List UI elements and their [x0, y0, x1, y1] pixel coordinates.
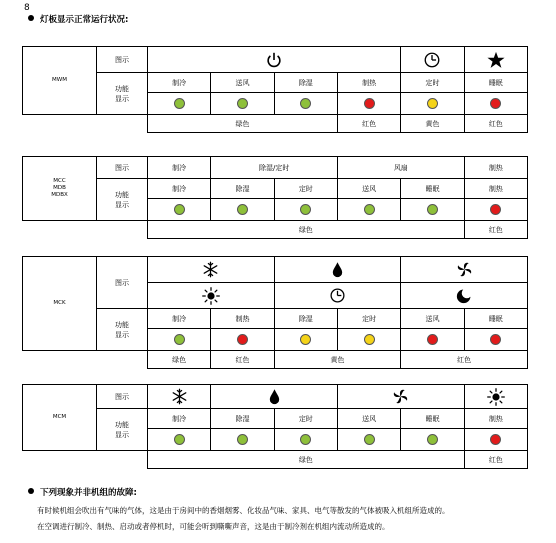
lamp-cell [337, 329, 400, 351]
lamp-cell [337, 429, 400, 451]
function-name: 制热 [337, 73, 400, 93]
function-name: 除湿 [274, 309, 337, 329]
lamp-cell [401, 199, 464, 221]
icon-cell [464, 47, 527, 73]
function-name: 送风 [401, 309, 464, 329]
function-label [97, 409, 148, 451]
icon-label: 图示 [97, 47, 148, 73]
header-cell: 风扇 [337, 157, 464, 179]
page-number: 8 [24, 3, 30, 13]
model-cell [23, 157, 97, 221]
icon-cell [274, 283, 401, 309]
lamp-color-label: 绿色 [148, 351, 211, 369]
section-title-text: 灯板显示正常运行状况: [40, 15, 129, 25]
function-name: 定时 [274, 409, 337, 429]
indicator-lamp [427, 204, 438, 215]
indicator-lamp [490, 98, 501, 109]
header-cell: 制冷 [148, 157, 211, 179]
function-label-text: 功能显示 [115, 84, 129, 103]
function-name: 送风 [337, 179, 400, 199]
snowflake-icon [202, 261, 219, 278]
lamp-cell [148, 329, 211, 351]
clock-icon [423, 51, 441, 69]
function-label-text: 功能显示 [115, 320, 129, 339]
icon-cell [148, 47, 401, 73]
function-name: 制冷 [148, 73, 211, 93]
indicator-lamp [490, 434, 501, 445]
icon-cell [401, 283, 528, 309]
lamp-color-label: 红色 [337, 115, 400, 133]
fan-icon [456, 261, 473, 278]
lamp-color-label: 红色 [464, 115, 527, 133]
indicator-lamp [427, 434, 438, 445]
indicator-lamp [490, 204, 501, 215]
lamp-cell [148, 93, 211, 115]
lamp-cell [401, 329, 464, 351]
lamp-cell [148, 199, 211, 221]
indicator-lamp [364, 98, 375, 109]
indicator-lamp [364, 434, 375, 445]
indicator-lamp [174, 434, 185, 445]
lamp-cell [274, 429, 337, 451]
lamp-color-label: 黄色 [274, 351, 401, 369]
lamp-cell [211, 429, 274, 451]
lamp-cell [401, 93, 464, 115]
section-title-not-faults [28, 486, 137, 498]
clock-icon [329, 287, 346, 304]
indicator-lamp [300, 334, 311, 345]
function-name: 除湿 [274, 73, 337, 93]
function-label [97, 309, 148, 351]
model-cell: MCK [23, 257, 97, 351]
lamp-cell [337, 93, 400, 115]
function-name: 除湿 [211, 409, 274, 429]
function-name: 制冷 [148, 409, 211, 429]
status-table-mcc-mdb-mdbx [22, 156, 528, 239]
function-name: 制热 [211, 309, 274, 329]
lamp-cell [148, 429, 211, 451]
lamp-color-label: 红色 [211, 351, 274, 369]
lamp-cell [211, 93, 274, 115]
function-name: 定时 [337, 309, 400, 329]
lamp-cell [274, 93, 337, 115]
bullet-icon [28, 15, 34, 21]
function-name: 送风 [211, 73, 274, 93]
indicator-lamp [237, 204, 248, 215]
indicator-lamp [237, 98, 248, 109]
lamp-cell [274, 199, 337, 221]
lamp-color-label: 绿色 [148, 115, 338, 133]
model-cell: MWM [23, 47, 97, 115]
function-label [97, 179, 148, 221]
function-label [97, 73, 148, 115]
function-name: 定时 [274, 179, 337, 199]
lamp-cell [337, 199, 400, 221]
function-name: 制冷 [148, 309, 211, 329]
icon-label: 图示 [97, 157, 148, 179]
lamp-color-label: 绿色 [148, 451, 465, 469]
icon-cell [274, 257, 401, 283]
lamp-cell [464, 199, 527, 221]
icon-label: 图示 [97, 385, 148, 409]
icon-cell [148, 283, 275, 309]
icon-cell [211, 385, 338, 409]
function-name: 睡眠 [464, 309, 527, 329]
indicator-lamp [427, 98, 438, 109]
model-cell: MCM [23, 385, 97, 451]
lamp-cell [401, 429, 464, 451]
model-name: MCC [53, 178, 66, 184]
section-title-normal-status [28, 13, 128, 25]
indicator-lamp [174, 98, 185, 109]
indicator-lamp [237, 334, 248, 345]
lamp-cell [274, 329, 337, 351]
function-name: 睡眠 [401, 409, 464, 429]
function-label-text: 功能显示 [115, 190, 129, 209]
status-table-mcm [22, 384, 528, 469]
icon-cell [148, 257, 275, 283]
header-cell: 制热 [464, 157, 527, 179]
function-name: 定时 [401, 73, 464, 93]
lamp-color-label: 红色 [401, 351, 528, 369]
function-label-text: 功能显示 [115, 420, 129, 439]
icon-cell [148, 385, 211, 409]
indicator-lamp [174, 334, 185, 345]
icon-label: 图示 [97, 257, 148, 309]
sun-icon [487, 388, 505, 406]
snowflake-icon [171, 388, 188, 405]
power-icon [265, 51, 283, 69]
star-icon [487, 51, 505, 69]
lamp-cell [464, 93, 527, 115]
header-cell: 除湿/定时 [211, 157, 338, 179]
indicator-lamp [427, 334, 438, 345]
icon-cell [464, 385, 527, 409]
paragraph-hiss: 在空调进行制冷、制热、启动或者停机时，可能会听到嘶嘶声音，这是由于制冷剂在机组内流动所造成的。 [37, 522, 390, 531]
bullet-icon [28, 488, 34, 494]
lamp-cell [211, 329, 274, 351]
indicator-lamp [364, 334, 375, 345]
fan-icon [392, 388, 409, 405]
icon-cell [337, 385, 464, 409]
indicator-lamp [300, 98, 311, 109]
function-name: 制热 [464, 409, 527, 429]
water-drop-icon [266, 388, 283, 405]
icon-cell [401, 47, 464, 73]
sun-icon [202, 287, 220, 305]
lamp-color-label: 绿色 [148, 221, 465, 239]
lamp-color-label: 黄色 [401, 115, 464, 133]
icon-cell [401, 257, 528, 283]
lamp-cell [464, 429, 527, 451]
indicator-lamp [490, 334, 501, 345]
paragraph-odor: 有时候机组会吹出有气味的气体，这是由于房间中的香烟烟雾、化妆品气味、家具、电气等散发的气体被吸入机组所造成的。 [37, 506, 450, 515]
function-name: 睡眠 [401, 179, 464, 199]
lamp-cell [211, 199, 274, 221]
water-drop-icon [329, 261, 346, 278]
lamp-color-label: 红色 [464, 221, 527, 239]
status-table-mck [22, 256, 528, 369]
lamp-cell [464, 329, 527, 351]
function-name: 除湿 [211, 179, 274, 199]
function-name: 制热 [464, 179, 527, 199]
function-name: 送风 [337, 409, 400, 429]
function-name: 制冷 [148, 179, 211, 199]
status-table-mwm [22, 46, 528, 133]
indicator-lamp [364, 204, 375, 215]
indicator-lamp [237, 434, 248, 445]
model-name: MDBX [51, 192, 68, 198]
model-name: MDB [53, 185, 66, 191]
section-title-text: 下列现象并非机组的故障: [40, 488, 137, 498]
lamp-color-label: 红色 [464, 451, 527, 469]
moon-icon [456, 287, 473, 304]
indicator-lamp [300, 434, 311, 445]
indicator-lamp [174, 204, 185, 215]
function-name: 睡眠 [464, 73, 527, 93]
indicator-lamp [300, 204, 311, 215]
